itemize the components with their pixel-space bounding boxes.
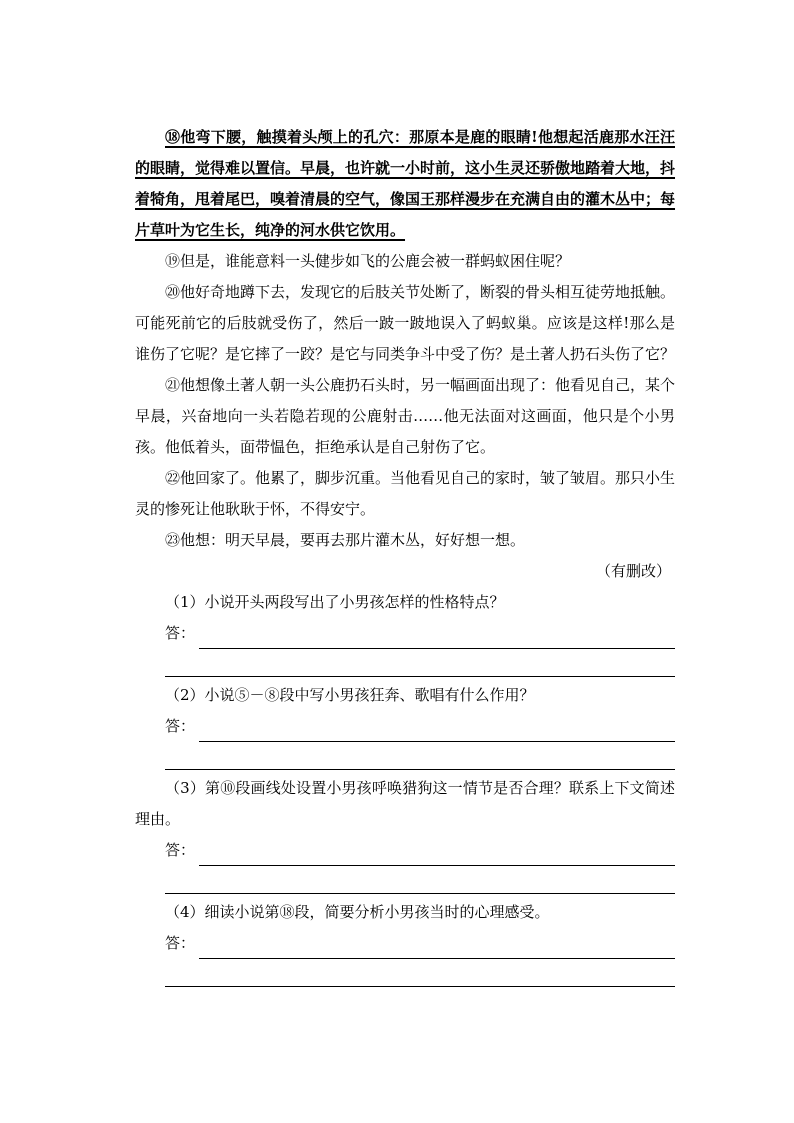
answer-line	[135, 928, 675, 959]
question-block-1	[135, 587, 675, 677]
answer-label: 答：	[165, 841, 196, 859]
answer-label: 答：	[165, 934, 196, 952]
answer-field[interactable]	[199, 626, 675, 649]
paragraph-19: ⑲但是，谁能意料一头健步如飞的公鹿会被一群蚂蚁困住呢？	[165, 252, 571, 270]
question-text: （4）细读小说第⑱段，简要分析小男孩当时的心理感受。	[165, 903, 550, 921]
document-content	[135, 122, 675, 990]
paragraph-18: ⑱他弯下腰，触摸着头颅上的孔穴：那原本是鹿的眼睛!他想起活鹿那水汪汪的眼睛，觉得难以置信。早晨，也许就一小时前，这小生灵还骄傲地踏着大地，抖着犄角，甩着尾巴，嗅着清晨的空气，像国王那样漫步在充满自由的灌木丛中；每片草叶为它生长，纯净的河水供它饮用。	[135, 128, 676, 239]
question-block-4	[135, 897, 675, 987]
question-text: （2）小说⑤－⑧段中写小男孩狂奔、歌唱有什么作用？	[165, 686, 535, 704]
answer-field[interactable]	[199, 719, 675, 742]
answer-field-continuation[interactable]	[165, 649, 675, 677]
question-block-3	[135, 773, 675, 894]
answer-field-continuation[interactable]	[165, 866, 675, 894]
answer-field[interactable]	[199, 843, 675, 866]
question-block-2	[135, 680, 675, 770]
question-text: （1）小说开头两段写出了小男孩怎样的性格特点？	[165, 593, 505, 611]
answer-line	[135, 711, 675, 742]
paragraph-20: ⑳他好奇地蹲下去，发现它的后肢关节处断了，断裂的骨头相互徒劳地抵触。可能死前它的后肢就受伤了，然后一跛一跛地误入了蚂蚁巢。应该是这样!那么是谁伤了它呢？是它摔了一跤？是它与同类争斗中受了伤？是土著人扔石头伤了它？	[135, 283, 676, 363]
answer-label: 答：	[165, 624, 196, 642]
answer-line	[135, 835, 675, 866]
paragraph-23: ㉓他想：明天早晨，要再去那片灌木丛，好好想一想。	[165, 531, 526, 549]
paragraph-22: ㉒他回家了。他累了，脚步沉重。当他看见自己的家时，皱了皱眉。那只小生灵的惨死让他耿耿于怀，不得安宁。	[135, 469, 676, 518]
answer-field-continuation[interactable]	[165, 742, 675, 770]
source-note: （有删改）	[595, 562, 671, 580]
answer-label: 答：	[165, 717, 196, 735]
answer-field[interactable]	[199, 936, 675, 959]
answer-line	[135, 618, 675, 649]
answer-field-continuation[interactable]	[165, 959, 675, 987]
question-text: （3）第⑩段画线处设置小男孩呼唤猎狗这一情节是否合理？联系上下文简述理由。	[135, 779, 675, 828]
paragraph-21: ㉑他想像土著人朝一头公鹿扔石头时，另一幅画面出现了：他看见自己，某个早晨，兴奋地向一头若隐若现的公鹿射击……他无法面对这画面，他只是个小男孩。他低着头，面带愠色，拒绝承认是自己射伤了它。	[135, 376, 676, 456]
